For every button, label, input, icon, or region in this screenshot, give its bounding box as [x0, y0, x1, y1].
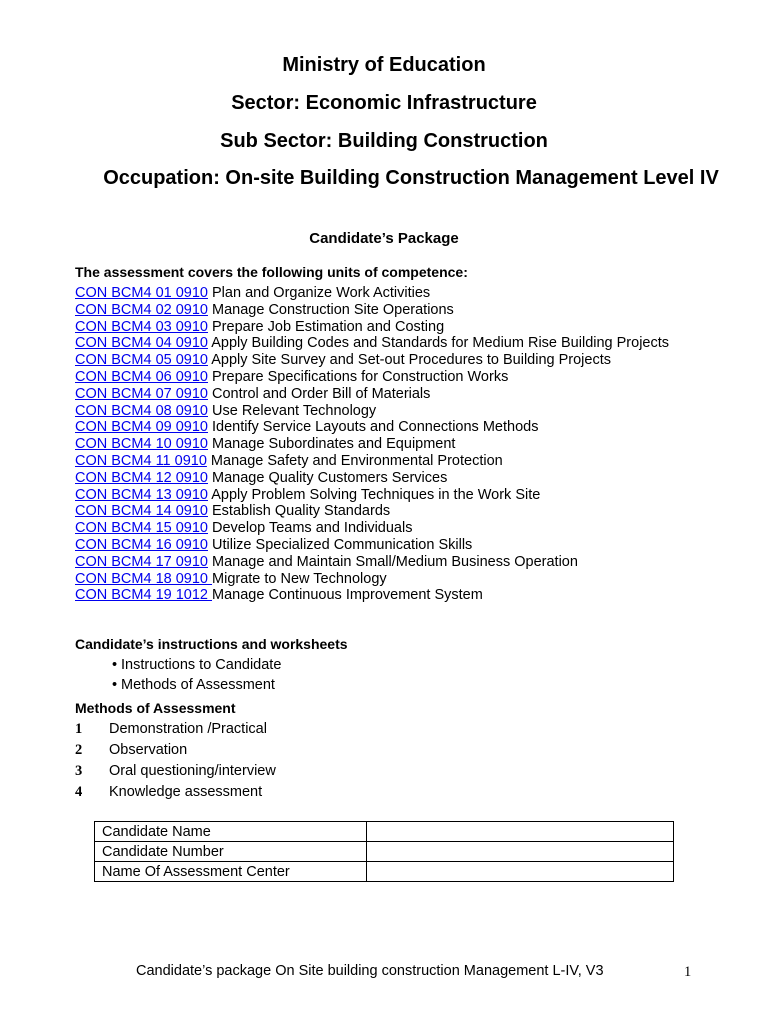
- instruction-text: Instructions to Candidate: [121, 657, 282, 673]
- unit-item: [75, 319, 675, 336]
- unit-title: Migrate to New Technology: [212, 570, 387, 587]
- instructions-heading: Candidate’s instructions and worksheets: [75, 636, 348, 652]
- units-intro: The assessment covers the following units of competence:: [75, 264, 468, 280]
- unit-title: Apply Site Survey and Set-out Procedures to Building Projects: [207, 352, 611, 369]
- method-text: Demonstration /Practical: [109, 721, 267, 737]
- unit-title: Establish Quality Standards: [207, 503, 391, 520]
- candidate-table-row: [95, 842, 674, 862]
- unit-title: Apply Problem Solving Techniques in the Work Site: [207, 486, 541, 503]
- unit-code-link[interactable]: CON BCM4 14 0910: [75, 503, 208, 520]
- unit-item: [75, 285, 675, 302]
- candidate-field-label: Name Of Assessment Center: [95, 862, 367, 882]
- footer-text: Candidate’s package On Site building construction Management L-IV, V3: [136, 963, 604, 979]
- unit-item: [75, 503, 675, 520]
- unit-title: Manage Quality Customers Services: [207, 469, 448, 486]
- unit-code-link[interactable]: CON BCM4 02 0910: [75, 301, 208, 318]
- candidate-table-row: [95, 822, 674, 842]
- instruction-item: [112, 675, 281, 695]
- unit-item: [75, 487, 675, 504]
- unit-item: [75, 369, 675, 386]
- unit-title: Manage Construction Site Operations: [207, 301, 454, 318]
- units-list: [75, 285, 675, 604]
- sector-title: Sector: Economic Infrastructure: [231, 92, 537, 114]
- ministry-title: Ministry of Education: [282, 54, 486, 76]
- method-item: [75, 761, 276, 782]
- method-text: Oral questioning/interview: [109, 763, 276, 779]
- unit-title: Identify Service Layouts and Connections Methods: [207, 419, 539, 436]
- instruction-text: Methods of Assessment: [121, 677, 275, 693]
- unit-code-link[interactable]: CON BCM4 07 0910: [75, 385, 208, 402]
- instructions-list: [112, 655, 281, 695]
- method-text: Knowledge assessment: [109, 784, 263, 800]
- method-item: [75, 782, 276, 803]
- candidate-field-label: Candidate Name: [95, 822, 367, 842]
- candidate-info-table: [94, 821, 674, 882]
- instruction-item: [112, 655, 281, 675]
- unit-item: [75, 520, 675, 537]
- unit-item: [75, 335, 675, 352]
- method-item: [75, 740, 276, 761]
- unit-title: Apply Building Codes and Standards for Medium Rise Building Projects: [207, 335, 670, 352]
- unit-item: [75, 302, 675, 319]
- unit-title: Manage Continuous Improvement System: [212, 587, 483, 604]
- candidate-field-value[interactable]: [367, 822, 674, 842]
- bullet-icon: •: [112, 677, 118, 693]
- method-item: [75, 719, 276, 740]
- package-title: Candidate’s Package: [309, 230, 459, 247]
- unit-item: [75, 587, 675, 604]
- method-number: 1: [75, 721, 83, 737]
- unit-item: [75, 453, 675, 470]
- unit-code-link[interactable]: CON BCM4 19 1012: [75, 587, 213, 604]
- unit-title: Utilize Specialized Communication Skills: [207, 536, 473, 553]
- unit-code-link[interactable]: CON BCM4 09 0910: [75, 419, 208, 436]
- unit-code-link[interactable]: CON BCM4 17 0910: [75, 553, 208, 570]
- unit-title: Prepare Specifications for Construction Works: [207, 368, 509, 385]
- unit-code-link[interactable]: CON BCM4 04 0910: [75, 335, 208, 352]
- occupation-title: Occupation: On-site Building Construction Management Level IV: [103, 167, 719, 189]
- unit-code-link[interactable]: CON BCM4 01 0910: [75, 285, 208, 301]
- unit-item: [75, 419, 675, 436]
- unit-item: [75, 470, 675, 487]
- candidate-table-row: [95, 862, 674, 882]
- unit-title: Manage Safety and Environmental Protection: [206, 452, 503, 469]
- unit-code-link[interactable]: CON BCM4 18 0910: [75, 570, 213, 587]
- method-number: 4: [75, 784, 83, 800]
- unit-item: [75, 352, 675, 369]
- methods-list: [75, 719, 276, 803]
- method-number: 3: [75, 763, 83, 779]
- bullet-icon: •: [112, 657, 118, 673]
- unit-title: Control and Order Bill of Materials: [207, 385, 431, 402]
- candidate-field-label: Candidate Number: [95, 842, 367, 862]
- sub-sector-title: Sub Sector: Building Construction: [220, 130, 548, 152]
- unit-title: Develop Teams and Individuals: [207, 520, 413, 537]
- unit-code-link[interactable]: CON BCM4 15 0910: [75, 520, 208, 537]
- page-number: 1: [684, 964, 692, 980]
- unit-title: Manage Subordinates and Equipment: [207, 436, 456, 453]
- unit-code-link[interactable]: CON BCM4 05 0910: [75, 352, 208, 369]
- candidate-field-value[interactable]: [367, 862, 674, 882]
- method-number: 2: [75, 742, 83, 758]
- unit-code-link[interactable]: CON BCM4 11 0910: [75, 452, 207, 469]
- unit-title: Prepare Job Estimation and Costing: [207, 318, 445, 335]
- unit-title: Plan and Organize Work Activities: [207, 285, 431, 301]
- unit-title: Use Relevant Technology: [207, 402, 377, 419]
- unit-code-link[interactable]: CON BCM4 12 0910: [75, 469, 208, 486]
- unit-code-link[interactable]: CON BCM4 16 0910: [75, 536, 208, 553]
- unit-code-link[interactable]: CON BCM4 03 0910: [75, 318, 208, 335]
- unit-code-link[interactable]: CON BCM4 10 0910: [75, 436, 208, 453]
- unit-code-link[interactable]: CON BCM4 13 0910: [75, 486, 208, 503]
- unit-code-link[interactable]: CON BCM4 08 0910: [75, 402, 208, 419]
- method-text: Observation: [109, 742, 188, 758]
- candidate-field-value[interactable]: [367, 842, 674, 862]
- unit-title: Manage and Maintain Small/Medium Business Operation: [207, 553, 578, 570]
- methods-heading: Methods of Assessment: [75, 700, 236, 716]
- unit-item: [75, 537, 675, 554]
- unit-item: [75, 386, 675, 403]
- unit-item: [75, 571, 675, 588]
- unit-item: [75, 554, 675, 571]
- unit-code-link[interactable]: CON BCM4 06 0910: [75, 368, 208, 385]
- unit-item: [75, 436, 675, 453]
- unit-item: [75, 403, 675, 420]
